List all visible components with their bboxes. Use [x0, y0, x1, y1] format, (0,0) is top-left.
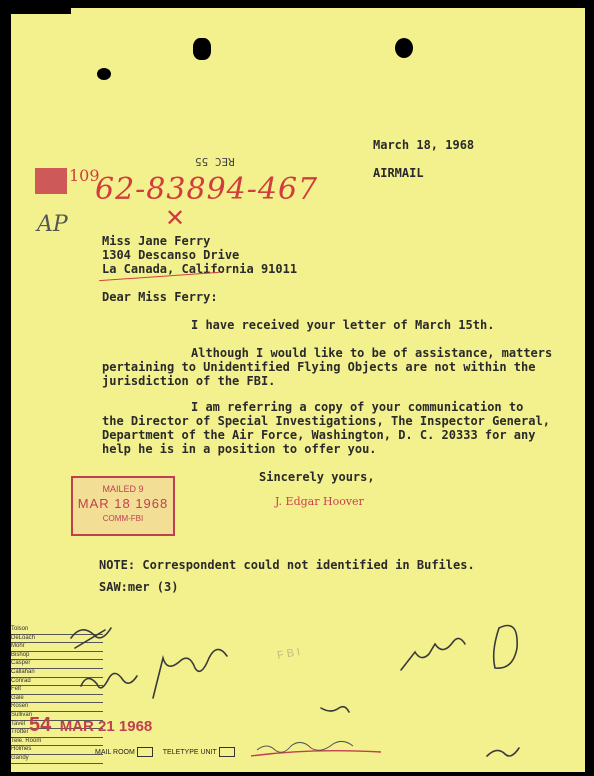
routing-item: Sullivan [11, 712, 103, 721]
letter-page [11, 8, 585, 772]
mailed-stamp-line3: COMM-FBI [102, 514, 144, 523]
routing-item: Tele. Room [11, 738, 103, 747]
reference-initials: SAW:mer (3) [99, 580, 179, 594]
paragraph-2-line-1: Although I would like to be of assistance, matters [191, 346, 553, 360]
letter-date: March 18, 1968 [373, 138, 475, 152]
scribble-4 [401, 638, 465, 670]
paragraph-3-line-3: Department of the Air Force, Washington, D. C. 20333 for any [102, 428, 536, 442]
routing-item: Casper [11, 660, 103, 669]
delivery-method: AIRMAIL [373, 166, 424, 180]
routing-item: Bishop [11, 652, 103, 661]
mailed-stamp [71, 476, 175, 536]
paragraph-3-line-1: I am referring a copy of your communication to [191, 400, 524, 414]
signature-block: J. Edgar Hoover [275, 495, 364, 508]
routing-item: Callahan [11, 669, 103, 678]
paragraph-3-line-2: the Director of Special Investigations, The Inspector General, [102, 414, 550, 428]
bottom-date-stamp [29, 714, 152, 737]
recipient-street: 1304 Descanso Drive [102, 248, 240, 262]
note: NOTE: Correspondent could not identified in Bufiles. [99, 558, 475, 572]
routing-item: Gandy [11, 755, 103, 764]
recipient-city: La Canada, California 91011 [102, 262, 298, 276]
scribble-3 [153, 649, 227, 698]
paragraph-3-line-4: help he is in a position to offer you. [102, 442, 377, 456]
routing-item: DeLoach [11, 635, 103, 644]
routing-item: Holmes [11, 746, 103, 755]
scribble-7 [321, 707, 349, 712]
file-number: 62-83894-467 [95, 172, 319, 207]
faded-fbi-stamp: F B I [276, 646, 302, 662]
routing-item: Felt [11, 686, 103, 695]
corner-mark: 109 [69, 166, 100, 185]
teletype-box [219, 747, 235, 757]
punch-hole-left [193, 38, 211, 60]
paragraph-1: I have received your letter of March 15th. [191, 318, 495, 332]
routing-item: Trotter [11, 729, 103, 738]
teletype-label: TELETYPE UNIT [162, 748, 217, 756]
handwritten-initials: AP [37, 212, 68, 237]
scribble-6 [487, 748, 519, 756]
routing-item: Conrad [11, 678, 103, 687]
scribble-5 [494, 626, 518, 669]
tear-mark-top [11, 8, 71, 14]
routing-item: Rosen [11, 703, 103, 712]
routing-item: Tavel [11, 721, 103, 730]
rec-stamp: REC 55 [195, 155, 235, 168]
mail-room-box [137, 747, 153, 757]
mail-room-label: MAIL ROOM [95, 748, 135, 756]
tear-mark [97, 68, 111, 80]
bottom-stamp-date: MAR 21 1968 [59, 718, 153, 735]
corner-block-stamp [35, 168, 67, 194]
routing-item: Gale [11, 695, 103, 704]
scribble-bottom [257, 741, 353, 752]
bottom-stamp-number: 54 [29, 714, 52, 736]
paragraph-2-line-3: jurisdiction of the FBI. [102, 374, 276, 388]
address-cross-mark: ✕ [165, 204, 186, 232]
paragraph-2-line-2: pertaining to Unidentified Flying Objects are not within the [102, 360, 536, 374]
punch-hole-right [395, 38, 413, 58]
routing-item: Mohr [11, 643, 103, 652]
footer-boxes [95, 747, 235, 757]
routing-list [11, 626, 121, 764]
mailed-stamp-date: MAR 18 1968 [77, 496, 169, 511]
routing-item: Tolson [11, 626, 103, 635]
closing: Sincerely yours, [259, 470, 375, 484]
mailed-stamp-line1: MAILED 9 [102, 484, 144, 494]
salutation: Dear Miss Ferry: [102, 290, 218, 304]
recipient-name: Miss Jane Ferry [102, 234, 211, 248]
red-underline-bottom [251, 751, 381, 756]
